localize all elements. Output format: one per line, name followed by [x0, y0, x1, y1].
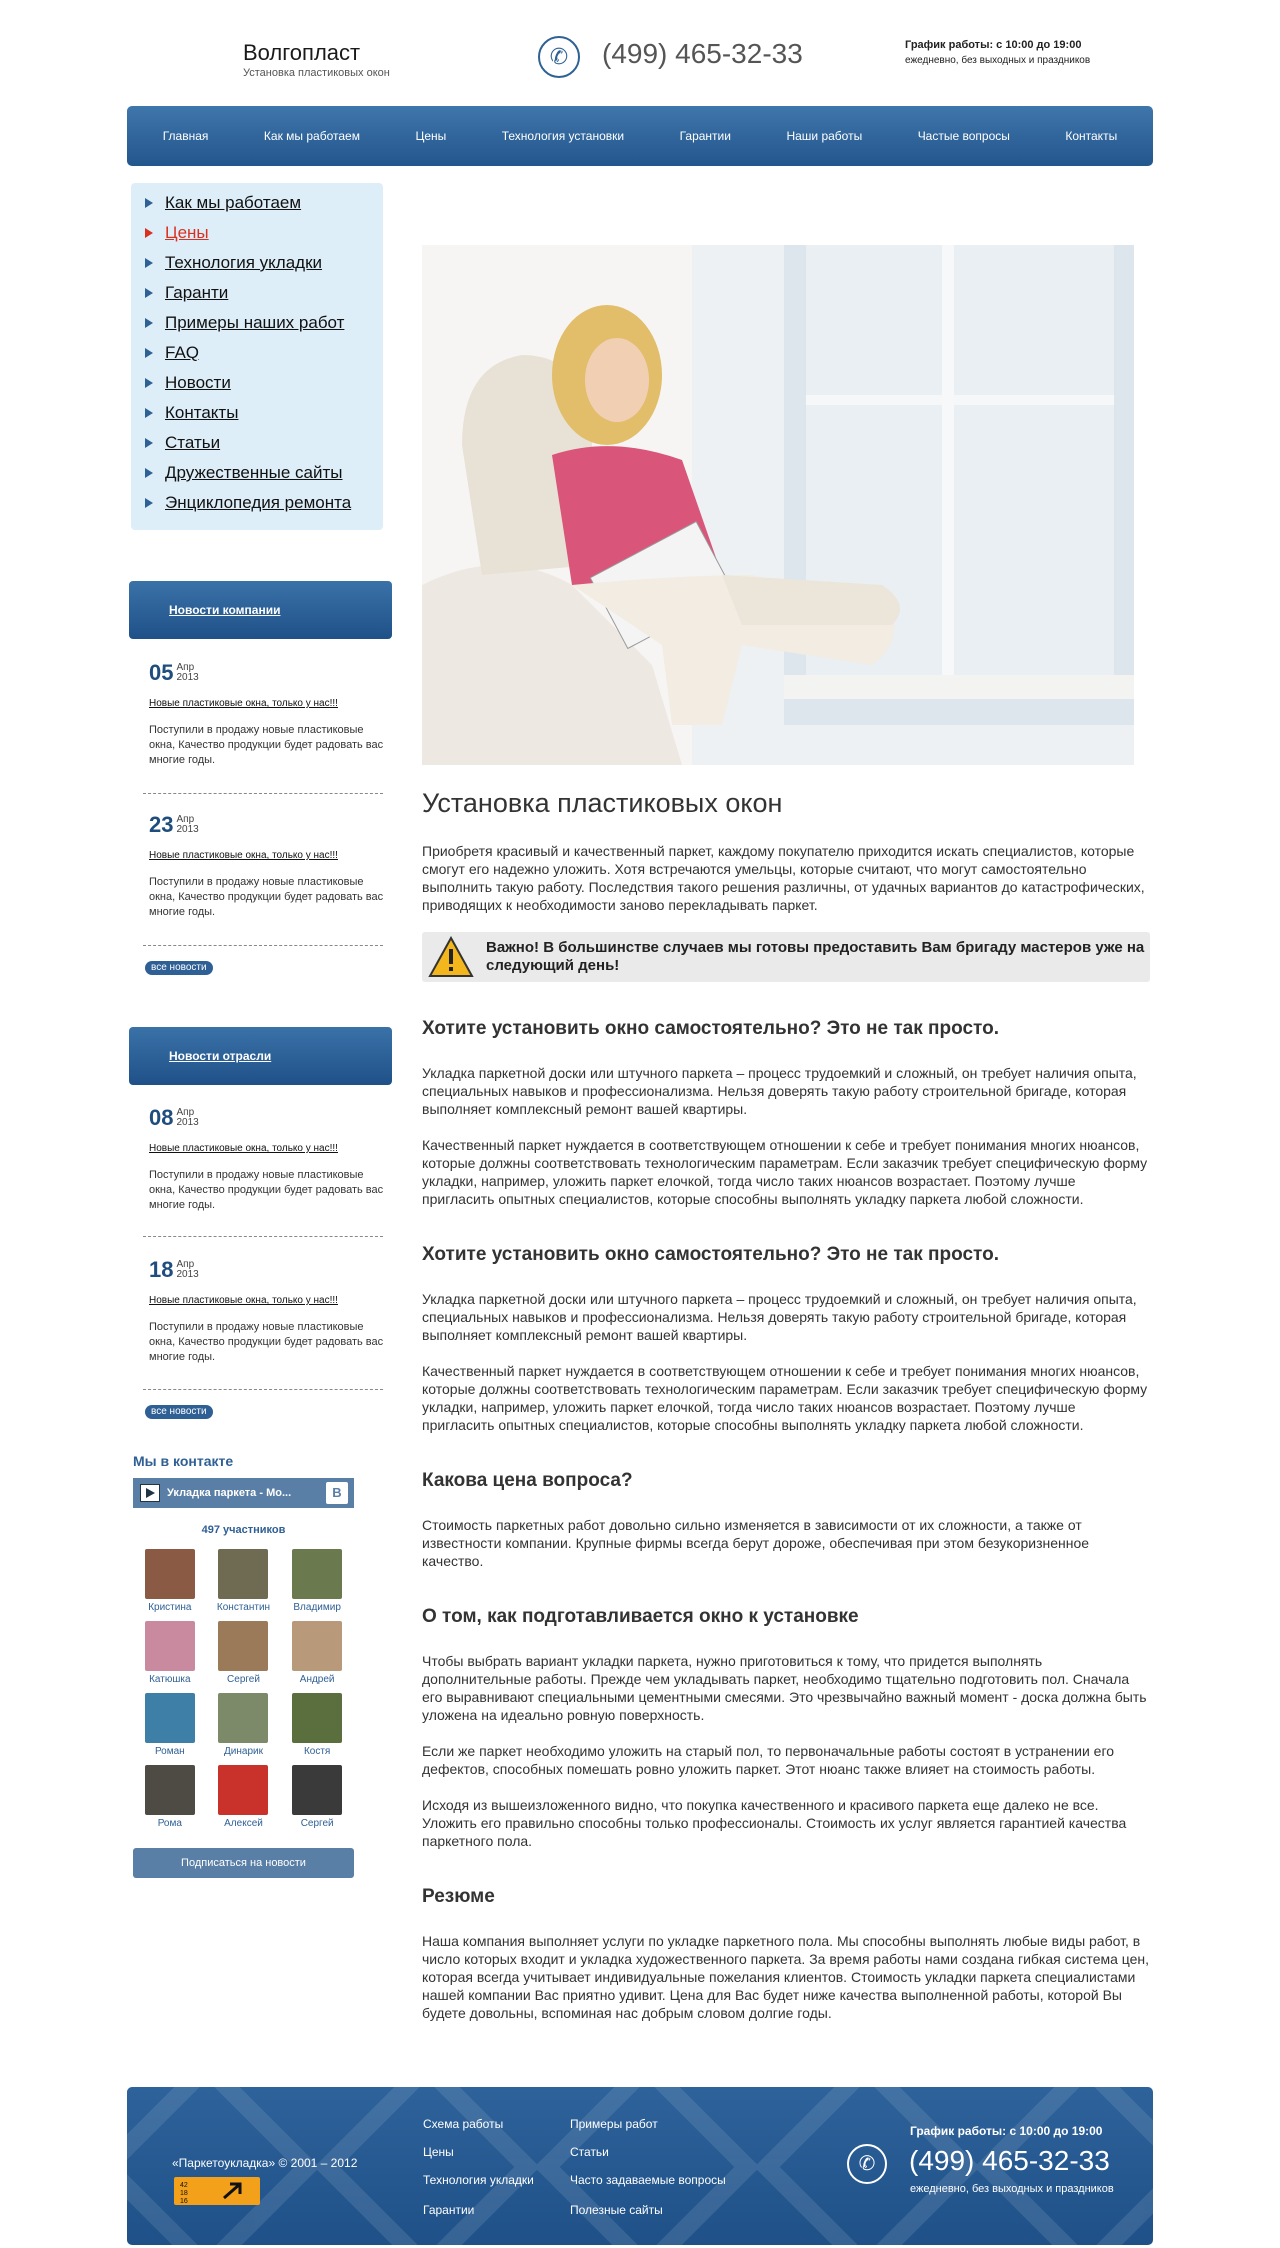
subscribe-news-button[interactable]: Подписаться на новости	[133, 1848, 354, 1878]
vk-member-name[interactable]: Константин	[216, 1602, 271, 1613]
news-item	[149, 1105, 389, 1213]
site-subtitle: Установка пластиковых окон	[243, 67, 390, 79]
side-menu	[131, 183, 383, 530]
counter-line: 18	[180, 2190, 188, 2197]
paragraph: Чтобы выбрать вариант укладки паркета, нужно приготовиться к тому, что придется выполнять дополнительные работы. Прежде чем укладывать паркет, необходимо тщательно подготовить пол. Сначала его выравнивают специальными цементными смесями. Это чрезвычайно важный момент - доска должна быть уложена на идеально ровную поверхность.	[422, 1653, 1147, 1723]
counter-badge[interactable]	[174, 2177, 260, 2205]
news-title-link[interactable]: Новые пластиковые окна, только у нас!!!	[149, 698, 338, 709]
avatar[interactable]	[292, 1621, 342, 1671]
vk-member-name[interactable]: Костя	[303, 1746, 331, 1757]
nav-item-contacts[interactable]: Контакты	[1065, 129, 1118, 143]
news-title-link[interactable]: Новые пластиковые окна, только у нас!!!	[149, 1143, 338, 1154]
nav-item-guarantees[interactable]: Гарантии	[679, 129, 731, 143]
schedule-text: График работы: с 10:00 до 19:00	[905, 39, 1082, 51]
footer-link[interactable]: Примеры работ	[570, 2117, 658, 2131]
news-month: Апр	[176, 1107, 195, 1118]
counter-line: 42	[180, 2182, 188, 2189]
avatar[interactable]	[145, 1765, 195, 1815]
news-item	[149, 1257, 389, 1365]
nav-item-home[interactable]: Главная	[162, 129, 209, 143]
hero-illustration	[422, 245, 1134, 765]
vk-member[interactable]	[133, 1621, 207, 1685]
news-day: 18	[149, 1257, 174, 1282]
vk-member-name[interactable]: Динарик	[224, 1746, 263, 1757]
divider	[143, 945, 383, 946]
main-content	[422, 788, 1150, 2040]
vk-member[interactable]	[207, 1621, 281, 1685]
paragraph: Стоимость паркетных работ довольно сильно изменяется в зависимости от их сложности, а также от известности компании. Крупные фирмы всегда берут дороже, обеспечивая при этом безукоризненное качество.	[422, 1517, 1090, 1569]
nav-item-how-we-work[interactable]: Как мы работаем	[263, 129, 360, 143]
divider	[143, 793, 383, 794]
vk-member-name[interactable]: Кристина	[148, 1602, 192, 1613]
paragraph: Исходя из вышеизложенного видно, что покупка качественного и красивого паркета еще далеко не все. Уложить его правильно способны только профессионалы. Стоимость их услуг является гарантией качества паркетного пола.	[422, 1797, 1127, 1849]
phone-icon: ✆	[538, 36, 580, 78]
section-title: Резюме	[422, 1886, 495, 1907]
news-year: 2013	[176, 672, 199, 683]
avatar[interactable]	[218, 1549, 268, 1599]
all-news-button[interactable]: все новости	[145, 1405, 213, 1419]
vk-member-name[interactable]: Роман	[154, 1746, 185, 1757]
arrow-right-icon	[145, 228, 153, 238]
vk-member[interactable]	[280, 1765, 354, 1829]
vk-member[interactable]	[207, 1549, 281, 1613]
side-menu-item[interactable]	[145, 368, 383, 398]
arrow-right-icon	[145, 288, 153, 298]
vk-group-bar[interactable]	[133, 1478, 354, 1508]
footer-schedule: График работы: с 10:00 до 19:00	[910, 2124, 1103, 2138]
industry-news-title[interactable]: Новости отрасли	[169, 1049, 272, 1063]
avatar[interactable]	[145, 1693, 195, 1743]
news-year: 2013	[176, 824, 199, 835]
side-menu-label[interactable]: Статьи	[165, 433, 221, 452]
footer-link[interactable]: Схема работы	[423, 2117, 504, 2131]
news-text: Поступили в продажу новые пластиковые окна, Качество продукции будет радовать вас многие годы.	[149, 724, 384, 766]
paragraph: Качественный паркет нуждается в соответствующем отношении к себе и требует понимания многих нюансов, которые должны соответствовать технологическим параметрам. Если заказчик требует специфическую форму укладки, например, уложить паркет елочкой, тогда число таких нюансов возрастает. Поэтому лучше пригласить опытных специалистов, которые способны выполнять укладку паркета любой сложности.	[422, 1137, 1148, 1207]
footer-link[interactable]: Часто задаваемые вопросы	[570, 2173, 726, 2187]
arrow-right-icon	[145, 198, 153, 208]
company-news-header[interactable]	[129, 581, 392, 639]
arrow-right-icon	[145, 318, 153, 328]
news-day: 05	[149, 660, 174, 685]
side-menu-item[interactable]	[145, 308, 383, 338]
site-title[interactable]: Волгопласт	[243, 40, 361, 65]
counter-line: 16	[180, 2198, 188, 2205]
side-menu-label[interactable]: Цены	[165, 223, 209, 242]
copyright: «Паркетоукладка» © 2001 – 2012	[172, 2156, 358, 2170]
vk-member[interactable]	[280, 1621, 354, 1685]
news-month: Апр	[176, 814, 195, 825]
footer-link[interactable]: Цены	[423, 2145, 454, 2159]
arrow-right-icon	[145, 258, 153, 268]
side-menu-label[interactable]: Контакты	[165, 403, 239, 422]
paragraph: Укладка паркетной доски или штучного паркета – процесс трудоемкий и сложный, он требует наличия опыта, специальных навыков и профессионализма. Нельзя доверять такую работу строительной бригаде, которая выполняет комплексный ремонт вашей квартиры.	[422, 1291, 1137, 1343]
page-title: Установка пластиковых окон	[422, 788, 783, 818]
footer-link[interactable]: Полезные сайты	[570, 2203, 663, 2217]
header-phone: (499) 465-32-33	[602, 38, 803, 69]
section-title: Хотите установить окно самостоятельно? Это не так просто.	[422, 1244, 999, 1265]
news-item	[149, 812, 389, 920]
footer-phone: (499) 465-32-33	[909, 2145, 1110, 2176]
news-text: Поступили в продажу новые пластиковые окна, Качество продукции будет радовать вас многие годы.	[149, 1321, 384, 1363]
vk-members-count[interactable]: 497 участников	[201, 1524, 286, 1536]
news-day: 23	[149, 812, 174, 837]
news-text: Поступили в продажу новые пластиковые окна, Качество продукции будет радовать вас многие годы.	[149, 1169, 384, 1211]
arrow-right-icon	[145, 378, 153, 388]
side-menu-item[interactable]	[145, 248, 383, 278]
news-year: 2013	[176, 1117, 199, 1128]
paragraph: Качественный паркет нуждается в соответствующем отношении к себе и требует понимания многих нюансов, которые должны соответствовать технологическим параметрам. Если заказчик требует специфическую форму укладки, например, уложить паркет елочкой, тогда число таких нюансов возрастает. Поэтому лучше пригласить опытных специалистов, которые способны выполнять укладку паркета любой сложности.	[422, 1363, 1148, 1433]
side-menu-item[interactable]	[145, 428, 383, 458]
avatar[interactable]	[218, 1693, 268, 1743]
vk-member-name[interactable]: Сергей	[300, 1818, 334, 1829]
nav-item-faq[interactable]: Частые вопросы	[917, 129, 1010, 143]
paragraph: Если же паркет необходимо уложить на старый пол, то первоначальные работы состоят в устранении его дефектов, способных помешать ровно уложить паркет. Этот нюанс также влияет на стоимость работы.	[422, 1743, 1115, 1777]
arrow-right-icon	[145, 348, 153, 358]
section-title: Какова цена вопроса?	[422, 1470, 633, 1491]
news-title-link[interactable]: Новые пластиковые окна, только у нас!!!	[149, 850, 338, 861]
all-news-button[interactable]: все новости	[145, 961, 213, 975]
avatar[interactable]	[218, 1765, 268, 1815]
divider	[143, 1389, 383, 1390]
nav-item-technology[interactable]: Технология установки	[501, 129, 625, 143]
section-title: Хотите установить окно самостоятельно? Это не так просто.	[422, 1018, 999, 1039]
work-schedule	[905, 38, 1090, 68]
footer-link[interactable]: Гарантии	[423, 2203, 475, 2217]
footer-link[interactable]: Статьи	[570, 2145, 609, 2159]
vk-member[interactable]	[207, 1693, 281, 1757]
side-menu-label[interactable]: Гаранти	[165, 283, 229, 302]
section-title: О том, как подготавливается окно к установке	[422, 1606, 859, 1627]
divider	[143, 1236, 383, 1237]
industry-news-header[interactable]	[129, 1027, 392, 1085]
paragraph: Наша компания выполняет услуги по укладке паркетного пола. Мы способны выполнять любые виды работ, в число которых входит и укладка художественного паркета. За время работы нами создана гибкая система цен, которая всегда учитывает индивидуальные пожелания клиентов. Стоимость укладки паркета специалистами нашей компании Вас приятно удивит. Цена для Вас будет ниже качества выполненной работы, которой Вы будете довольны, вспоминая нас добрым словом долгие годы.	[422, 1933, 1150, 2021]
news-year: 2013	[176, 1269, 199, 1280]
news-item	[149, 660, 389, 768]
side-menu-label[interactable]: Примеры наших работ	[165, 313, 345, 332]
avatar[interactable]	[292, 1765, 342, 1815]
arrow-right-icon	[145, 498, 153, 508]
footer-schedule-note: ежедневно, без выходных и праздников	[910, 2183, 1114, 2195]
vk-member-name[interactable]: Андрей	[299, 1674, 335, 1685]
schedule-note: ежедневно, без выходных и праздников	[905, 55, 1091, 66]
phone-icon: ✆	[847, 2144, 887, 2184]
side-menu-item[interactable]	[145, 398, 383, 428]
side-menu-label[interactable]: Дружественные сайты	[165, 463, 343, 482]
vk-member-name[interactable]: Сергей	[227, 1674, 260, 1685]
vk-member-name[interactable]: Рома	[157, 1818, 182, 1829]
nav-item-our-works[interactable]: Наши работы	[786, 129, 863, 143]
vk-member[interactable]	[133, 1765, 207, 1829]
side-menu-label[interactable]: Как мы работаем	[165, 193, 302, 212]
vk-member[interactable]	[280, 1693, 354, 1757]
vk-member[interactable]	[133, 1549, 207, 1613]
warning-text: Важно! В большинстве случаев мы готовы предоставить Вам бригаду мастеров уже на следующий день!	[486, 939, 1145, 974]
news-month: Апр	[176, 662, 195, 673]
intro-paragraph: Приобретя красивый и качественный паркет, каждому покупателю приходится искать специалистов, которые смогут его надежно уложить. Хотя встречаются умельцы, которые считают, что могут самостоятельно выполнить такую работу. Последствия такого решения различны, от удачных вариантов до катастрофических, приводящих к необходимости заново перекладывать паркет.	[422, 843, 1145, 913]
footer-link[interactable]: Технология укладки	[423, 2173, 534, 2187]
company-news-title[interactable]: Новости компании	[169, 603, 281, 617]
warning-box	[422, 932, 1150, 982]
vk-member[interactable]	[280, 1549, 354, 1613]
main-nav	[127, 106, 1153, 166]
footer	[127, 2087, 1153, 2245]
avatar[interactable]	[292, 1549, 342, 1599]
vk-member-name[interactable]: Владимир	[293, 1602, 341, 1613]
arrow-right-icon	[145, 438, 153, 448]
side-menu-item[interactable]	[145, 488, 383, 518]
arrow-right-icon	[145, 408, 153, 418]
news-text: Поступили в продажу новые пластиковые окна, Качество продукции будет радовать вас многие годы.	[149, 876, 384, 918]
vk-members-grid	[133, 1549, 354, 1829]
side-menu-label[interactable]: Новости	[165, 373, 231, 392]
vk-logo-icon[interactable]: В	[326, 1482, 348, 1504]
side-menu-label[interactable]: Технология укладки	[165, 253, 323, 272]
arrow-right-icon	[145, 468, 153, 478]
vk-widget-title: Мы в контакте	[133, 1453, 234, 1469]
paragraph: Укладка паркетной доски или штучного паркета – процесс трудоемкий и сложный, он требует наличия опыта, специальных навыков и профессионализма. Нельзя доверять такую работу строительной бригаде, которая выполняет комплексный ремонт вашей квартиры.	[422, 1065, 1137, 1117]
vk-member[interactable]	[133, 1693, 207, 1757]
avatar[interactable]	[145, 1621, 195, 1671]
side-menu-label[interactable]: FAQ	[165, 343, 200, 362]
avatar[interactable]	[145, 1549, 195, 1599]
avatar[interactable]	[218, 1621, 268, 1671]
avatar[interactable]	[292, 1693, 342, 1743]
news-day: 08	[149, 1105, 174, 1130]
vk-member[interactable]	[207, 1765, 281, 1829]
vk-group-name[interactable]: Укладка паркета - Мо...	[167, 1487, 292, 1499]
play-icon	[140, 1484, 160, 1502]
news-title-link[interactable]: Новые пластиковые окна, только у нас!!!	[149, 1295, 338, 1306]
side-menu-item[interactable]	[145, 188, 383, 218]
side-menu-item[interactable]	[145, 458, 383, 488]
side-menu-item[interactable]	[145, 278, 383, 308]
news-month: Апр	[176, 1259, 195, 1270]
warning-icon	[428, 936, 474, 978]
nav-item-prices[interactable]: Цены	[415, 129, 447, 143]
hero-image	[422, 245, 1134, 765]
arrow-icon	[220, 2180, 246, 2202]
vk-member-name[interactable]: Катюшка	[149, 1674, 191, 1685]
vk-member-name[interactable]: Алексей	[224, 1818, 263, 1829]
side-menu-item[interactable]	[145, 218, 383, 248]
side-menu-item[interactable]	[145, 338, 383, 368]
side-menu-label[interactable]: Энциклопедия ремонта	[165, 493, 352, 512]
